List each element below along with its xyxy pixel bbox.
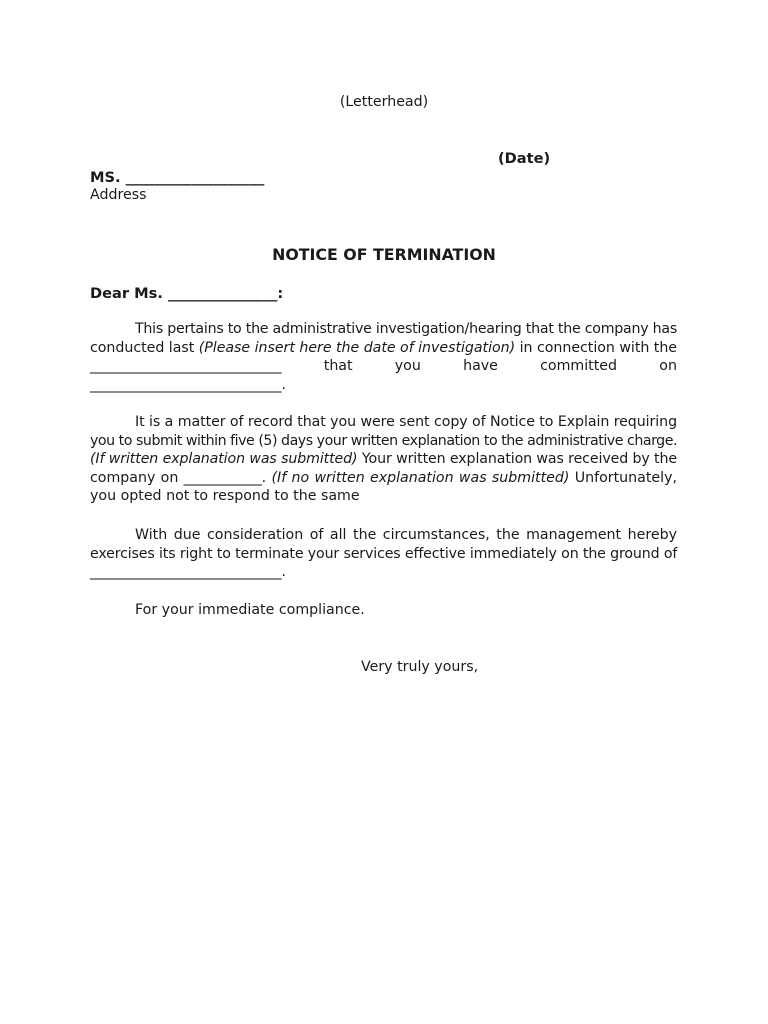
paragraph-notice-to-explain	[90, 413, 677, 506]
paragraph-line: ___________________________ that you have committed on	[90, 358, 677, 375]
paragraph-line: This pertains to the administrative investigation/hearing that the company has	[135, 321, 677, 337]
paragraph-termination	[90, 526, 677, 582]
paragraph-investigation	[90, 320, 677, 394]
date-placeholder: (Date)	[498, 150, 551, 167]
paragraph-line: (If written explanation was submitted) Your written explanation was received by the	[90, 451, 677, 468]
recipient-address: Address	[90, 187, 147, 203]
ground-blank: ___________________________.	[90, 564, 287, 581]
letterhead-placeholder: (Letterhead)	[339, 94, 429, 110]
instruction-text: (If no written explanation was submitted)	[271, 469, 570, 486]
salutation: Dear Ms. _______________:	[90, 285, 284, 302]
instruction-text: (If written explanation was submitted)	[90, 451, 358, 468]
paragraph-line: you to submit within five (5) days your written explanation to the administrative charge.	[90, 432, 677, 449]
offense-date-blank: ___________________________.	[90, 376, 287, 393]
closing: Very truly yours,	[361, 659, 479, 675]
paragraph-line: conducted last (Please insert here the date of investigation) in connection with the	[90, 339, 677, 356]
instruction-text: (Please insert here the date of investigation)	[198, 339, 516, 356]
paragraph-line: you opted not to respond to the same	[90, 488, 360, 505]
offense-blank: ___________________________	[90, 358, 282, 375]
paragraph-line: exercises its right to terminate your services effective immediately on the ground of	[90, 545, 678, 562]
recipient-name-line: MS. ___________________	[90, 169, 265, 186]
document-title: NOTICE OF TERMINATION	[272, 245, 496, 264]
paragraph-compliance: For your immediate compliance.	[135, 602, 365, 618]
paragraph-line: company on ___________. (If no written explanation was submitted) Unfortunately,	[90, 469, 677, 486]
paragraph-line: It is a matter of record that you were sent copy of Notice to Explain requiring	[135, 414, 677, 430]
paragraph-line: With due consideration of all the circumstances, the management hereby	[135, 527, 677, 543]
